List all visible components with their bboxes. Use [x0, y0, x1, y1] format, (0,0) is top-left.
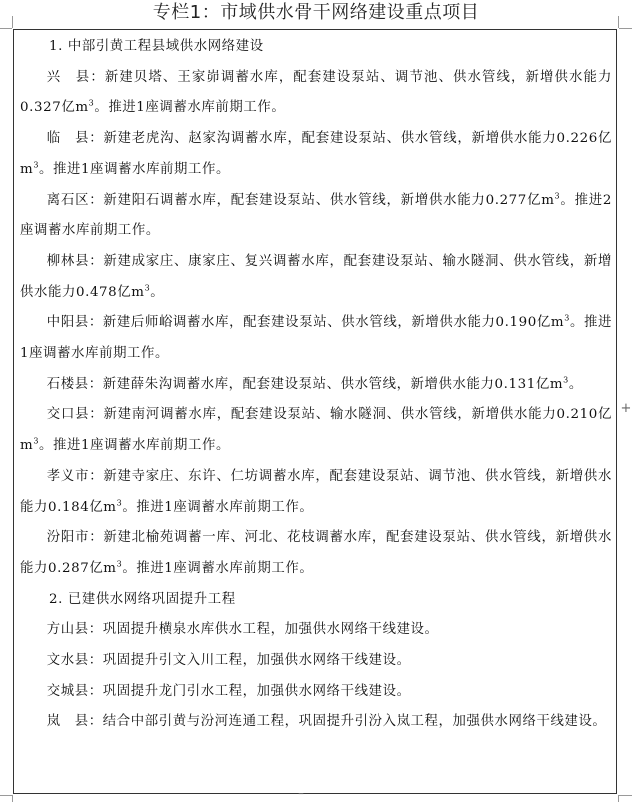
- project-tail: 。: [150, 284, 165, 300]
- county-label: 岚 县：: [46, 714, 103, 730]
- county-label: 文水县：: [46, 653, 103, 669]
- add-row-icon[interactable]: +: [620, 401, 632, 416]
- project-paragraph: [20, 370, 612, 401]
- unit-superscript: 3: [564, 313, 570, 323]
- crop-mark-bottom-right: [618, 795, 619, 802]
- project-text: 结合中部引黄与汾河连通工程，巩固提升引汾入岚工程，加强供水网络干线建设。: [102, 714, 607, 730]
- project-paragraph: [20, 186, 612, 247]
- project-tail: 。推进1座调蓄水库前期工作。: [94, 100, 286, 116]
- crop-mark-top-left: [12, 16, 13, 28]
- county-label: 方山县：: [46, 622, 103, 638]
- county-label: 柳林县：: [46, 253, 104, 269]
- project-paragraph: [20, 63, 612, 124]
- unit-superscript: 3: [33, 436, 40, 446]
- county-label: 交城县：: [46, 683, 103, 699]
- project-text: 新建薛朱沟调蓄水库，配套建设泵站、供水管线，新增供水能力0.131亿m: [102, 376, 564, 392]
- project-tail: 。推进1座调蓄水库前期工作。: [39, 161, 231, 177]
- county-label: 孝义市：: [46, 468, 104, 484]
- unit-superscript: 3: [116, 559, 123, 569]
- project-tail: 。推进1座调蓄水库前期工作。: [122, 499, 314, 515]
- project-text: 巩固提升引文入川工程，加强供水网络干线建设。: [102, 653, 411, 669]
- county-label: 临 县：: [46, 131, 104, 147]
- project-text: 新建阳石调蓄水库，配套建设泵站、供水管线，新增供水能力0.277亿m: [103, 192, 555, 208]
- project-text: 新建成家庄、康家庄、复兴调蓄水库，配套建设泵站、输水隧洞、供水管线，新增供水能力0.478亿m: [20, 253, 612, 300]
- project-paragraph: [20, 462, 612, 523]
- project-tail: 。推进1座调蓄水库前期工作。: [20, 315, 612, 362]
- unit-superscript: 3: [116, 498, 123, 508]
- crop-mark-top-right: [618, 16, 619, 28]
- unit-superscript: 3: [563, 375, 569, 385]
- crop-mark-bottom-right: [619, 795, 632, 796]
- page-title: 专栏1：市域供水骨干网络建设重点项目: [152, 2, 480, 23]
- project-text: 新建寺家庄、东许、仁坊调蓄水库，配套建设泵站、调节池、供水管线，新增供水能力0.184亿m: [20, 468, 612, 515]
- crop-mark-bottom-left: [12, 795, 13, 802]
- project-paragraph: [20, 247, 612, 308]
- project-paragraph: [20, 124, 612, 185]
- project-text: 新建老虎沟、赵家沟调蓄水库，配套建设泵站、供水管线，新增供水能力0.226亿m: [20, 131, 612, 177]
- box-content: [20, 32, 612, 738]
- project-paragraph: [20, 523, 612, 584]
- project-paragraph: [20, 707, 612, 738]
- crop-mark-bottom-left: [0, 795, 12, 796]
- project-tail: 。: [568, 376, 583, 392]
- unit-superscript: 3: [88, 98, 95, 108]
- project-text: 新建贝塔、王家峁调蓄水库，配套建设泵站、调节池、供水管线，新增供水能力0.327亿m: [20, 69, 613, 116]
- county-label: 离石区：: [46, 192, 104, 208]
- project-paragraph: [20, 308, 612, 369]
- crop-mark-top-right: [619, 28, 632, 29]
- county-label: 交口县：: [46, 407, 104, 423]
- project-paragraph: [20, 677, 612, 708]
- section-heading: 2. 已建供水网络巩固提升工程: [49, 591, 236, 607]
- crop-mark-top-left: [0, 28, 12, 29]
- table-bottom-handle-icon[interactable]: ‾: [298, 793, 304, 803]
- project-text: 巩固提升龙门引水工程，加强供水网络干线建设。: [102, 683, 411, 699]
- project-paragraph: [20, 615, 612, 646]
- project-paragraph: [20, 400, 612, 461]
- project-tail: 。推进2座调蓄水库前期工作。: [20, 192, 612, 239]
- unit-superscript: 3: [144, 283, 151, 293]
- project-paragraph: [20, 646, 612, 677]
- section-heading: 1. 中部引黄工程县域供水网络建设: [49, 39, 264, 54]
- project-text: 新建后师峪调蓄水库，配套建设泵站、供水管线，新增供水能力0.190亿m: [102, 315, 565, 331]
- project-tail: 。推进1座调蓄水库前期工作。: [39, 438, 231, 454]
- unit-superscript: 3: [554, 191, 561, 201]
- unit-superscript: 3: [33, 160, 40, 170]
- county-label: 中阳县：: [46, 315, 103, 331]
- project-text: 巩固提升横泉水库供水工程，加强供水网络干线建设。: [102, 622, 439, 638]
- project-tail: 。推进1座调蓄水库前期工作。: [122, 560, 314, 576]
- county-label: 石楼县：: [46, 376, 103, 392]
- project-text: 新建南河调蓄水库，配套建设泵站、输水隧洞、供水管线，新增供水能力0.210亿m: [20, 407, 612, 454]
- project-text: 新建北榆苑调蓄一库、河北、花枝调蓄水库，配套建设泵站、供水管线，新增供水能力0.287亿m: [20, 530, 612, 576]
- county-label: 兴 县：: [46, 69, 105, 85]
- county-label: 汾阳市：: [46, 530, 104, 546]
